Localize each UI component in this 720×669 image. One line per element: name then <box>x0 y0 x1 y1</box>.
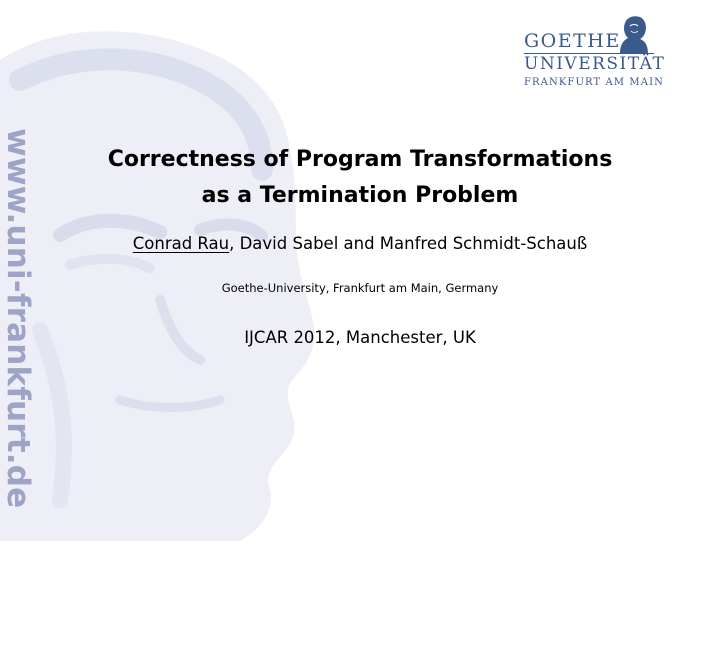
logo-goethe-text: GOETHE <box>524 30 621 52</box>
slide-title-line-1: Correctness of Program Transformations <box>107 147 613 172</box>
affiliation: Goethe-University, Frankfurt am Main, Germany <box>221 281 499 295</box>
goethe-university-logo <box>524 14 714 90</box>
logo-universitaet-text: UNIVERSITÄT <box>524 54 666 74</box>
author-list <box>0 234 720 253</box>
slide-title-line-2: as a Termination Problem <box>201 183 519 208</box>
slide-title <box>0 142 720 214</box>
presenting-author: Conrad Rau <box>132 234 230 253</box>
venue: IJCAR 2012, Manchester, UK <box>244 328 476 347</box>
vertical-url-watermark: www.uni-frankfurt.de <box>0 128 36 509</box>
logo-city-text: FRANKFURT AM MAIN <box>524 77 664 88</box>
co-authors: , David Sabel and Manfred Schmidt-Schauß <box>229 234 588 253</box>
